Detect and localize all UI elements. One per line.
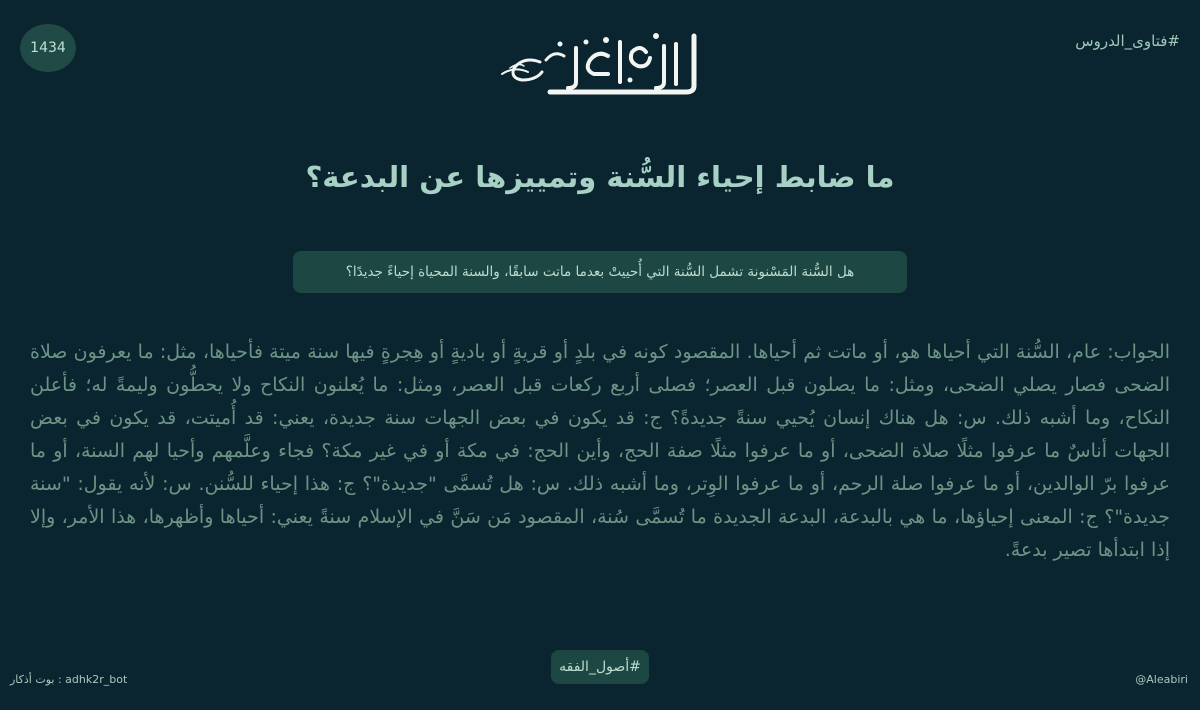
question-box [293, 251, 907, 293]
bot-credit: بوت أذكار : adhk2r_bot [10, 673, 128, 686]
author-handle[interactable]: @Aleabiri [1135, 673, 1188, 686]
question-text: هل السُّنة المَسْنونة تشمل السُّنة التي أُحييتْ بعدما ماتت سابقًا، والسنة المحياة إحياءً جديدًا؟ [345, 264, 855, 280]
topic-hashtag[interactable]: #أصول_الفقه [551, 650, 649, 684]
category-hashtag[interactable]: #فتاوى_الدروس [1075, 32, 1180, 50]
calligraphy-logo-icon [480, 22, 720, 104]
page-title: ما ضابط إحياء السُّنة وتمييزها عن البدعة؟ [305, 160, 895, 194]
number-badge: 1434 [20, 24, 76, 72]
answer-text: الجواب: عام، السُّنة التي أحياها هو، أو ماتت ثم أحياها. المقصود كونه في بلدٍ أو قريةٍ أو باديةٍ أو هِجرةٍ فيها سنة ميتة فأحياها، مثل: ما يعرفون صلاة الضحى فصار يصلي الضحى، ومثل: ما يصلون قبل العصر؛ فصلى أربع ركعات قبل العصر، ومثل: ما يُعلنون النكاح ولا يحطُّون وليمةً له؛ فأعلن النكاح، وما أشبه ذلك. س: هل هناك إنسان يُحيي سنةً جديدةً؟ ج: قد يكون في بعض الجهات سنة جديدة، يعني: قد أُميتت، قد يكون في بعض الجهات أناسٌ ما عرفوا مثلًا صلاة الضحى، أو ما عرفوا مثلًا صفة الحج، وأين الحج: في مكة أو في غير مكة؟ فجاء وعلَّمهم وأحيا لهم السنة، أو ما عرفوا برّ الوالدين، أو ما عرفوا صلة الرحم، أو ما عرفوا الوِتر، وما أشبه ذلك. س: هل تُسمَّى "جديدة"؟ ج: هذا إحياء للسُّنن. س: لأنه يقول: "سنة جديدة"؟ ج: المعنى إحياؤها، ما هي بالبدعة، البدعة الجديدة ما تُسمَّى سُنة، المقصود مَن سَنَّ في الإسلام سنةً يعني: أحياها وأظهرها، هذا الأمر، وإلا إذا ابتدأها تصير بدعةً. [30, 341, 1170, 561]
